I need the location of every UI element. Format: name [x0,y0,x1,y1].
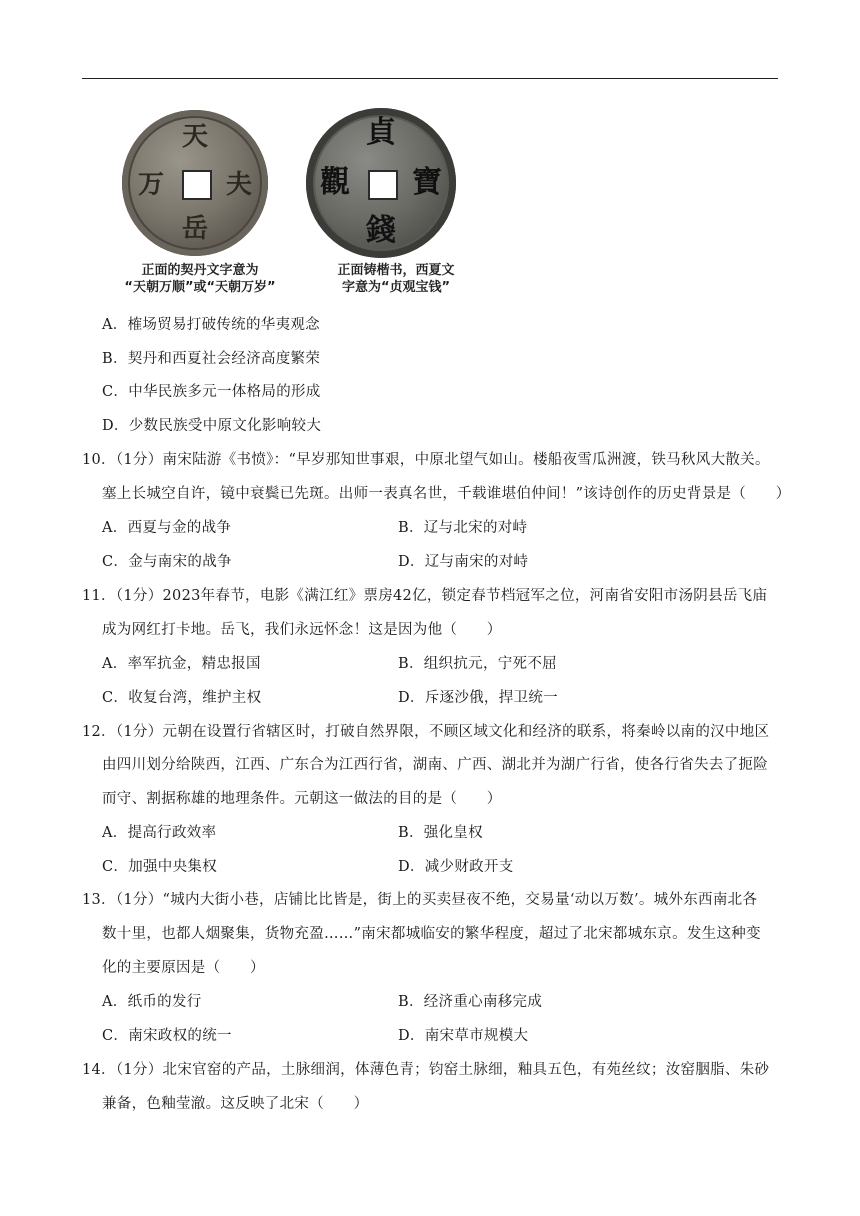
q13-option-d: D．南宋草市规模大 [398,1028,529,1044]
q13-stem-line: 数十里，也都人烟聚集，货物充盈……”南宋都城临安的繁华程度，超过了北宋都城东京。发生这种变 [102,926,761,942]
q11-stem-line: 11．（1分）2023年春节，电影《满江红》票房42亿，锁定春节档冠军之位，河南省安阳市汤阴县岳飞庙 [82,588,768,604]
q14-stem-line: 14．（1分）北宋官窑的产品，土脉细润，体薄色青；钧窑土脉细，釉具五色，有苑丝纹；汝窑胭脂、朱砂 [82,1062,770,1078]
xixia-coin-image [306,108,456,258]
q10-option-c: C．金与南宋的战争 [102,554,232,570]
q9-option-d: D．少数民族受中原文化影响较大 [102,418,322,434]
caption-line: 字意为“贞观宝钱” [341,280,451,295]
q13-stem-line: 化的主要原因是（ ） [102,960,265,976]
q11-option-d: D．斥逐沙俄，捍卫统一 [398,690,558,706]
q10-option-b: B．辽与北宋的对峙 [398,520,528,536]
coin-glyph: 貞 [366,115,396,150]
q10-option-a: A．西夏与金的战争 [102,520,232,536]
q11-option-a: A．率军抗金，精忠报国 [102,656,261,672]
coin-square-hole [368,170,398,200]
coins-figure [112,100,482,302]
q10-option-d: D．辽与南宋的对峙 [398,554,529,570]
coin2-caption [308,262,484,296]
q11-stem-line: 成为网红打卡地。岳飞，我们永远怀念！这是因为他（ ） [102,622,502,638]
q10-stem-line: 10．（1分）南宋陆游《书愤》：“早岁那知世事艰，中原北望气如山。楼船夜雪瓜洲渡，铁马秋风大散关。 [82,452,770,468]
coin-glyph: 岳 [182,214,209,244]
coin-glyph: 夫 [226,170,253,200]
q14-stem-line: 兼备，色釉莹澈。这反映了北宋（ ） [102,1096,369,1112]
caption-line: 正面的契丹文字意为 [141,263,259,278]
coin-glyph: 寶 [412,165,442,200]
coin1-caption [112,262,288,296]
q13-option-a: A．纸币的发行 [102,994,202,1010]
q9-option-c: C．中华民族多元一体格局的形成 [102,384,321,400]
q12-option-a: A．提高行政效率 [102,825,217,841]
q12-stem-line: 由四川划分给陕西，江西、广东合为江西行省，湖南、广西、湖北并为湖广行省，使各行省失去了扼险 [102,757,768,773]
caption-line: 正面铸楷书，西夏文 [337,263,455,278]
header-rule [82,78,778,79]
q12-option-b: B．强化皇权 [398,825,483,841]
q9-option-b: B．契丹和西夏社会经济高度繁荣 [102,351,321,367]
coin-glyph: 天 [182,122,209,152]
q10-stem-line: 塞上长城空自许，镜中衰鬓已先斑。出师一表真名世，千载谁堪伯仲间！”该诗创作的历史背景是（ ） [102,486,791,502]
q12-option-c: C．加强中央集权 [102,859,217,875]
coin-glyph: 万 [138,170,165,200]
q13-option-c: C．南宋政权的统一 [102,1028,232,1044]
q13-stem-line: 13．（1分）“城内大街小巷，店铺比比皆是，街上的买卖昼夜不绝，交易量‘动以万数’。城外东西南北各 [82,892,758,908]
q11-option-c: C．收复台湾，维护主权 [102,690,262,706]
coin-glyph: 錢 [366,213,396,248]
q11-option-b: B．组织抗元，宁死不屈 [398,656,557,672]
coin-square-hole [182,170,212,200]
q12-stem-line: 而守、割据称雄的地理条件。元朝这一做法的目的是（ ） [102,791,502,807]
caption-line: “天朝万顺”或“天朝万岁” [124,280,276,295]
q12-stem-line: 12．（1分）元朝在设置行省辖区时，打破自然界限，不顾区域文化和经济的联系，将秦岭以南的汉中地区 [82,724,770,740]
q13-option-b: B．经济重心南移完成 [398,994,543,1010]
q9-option-a: A．榷场贸易打破传统的华夷观念 [102,317,320,333]
q12-option-d: D．减少财政开支 [398,859,514,875]
khitan-coin-image [122,110,268,256]
coin-glyph: 觀 [320,165,350,200]
